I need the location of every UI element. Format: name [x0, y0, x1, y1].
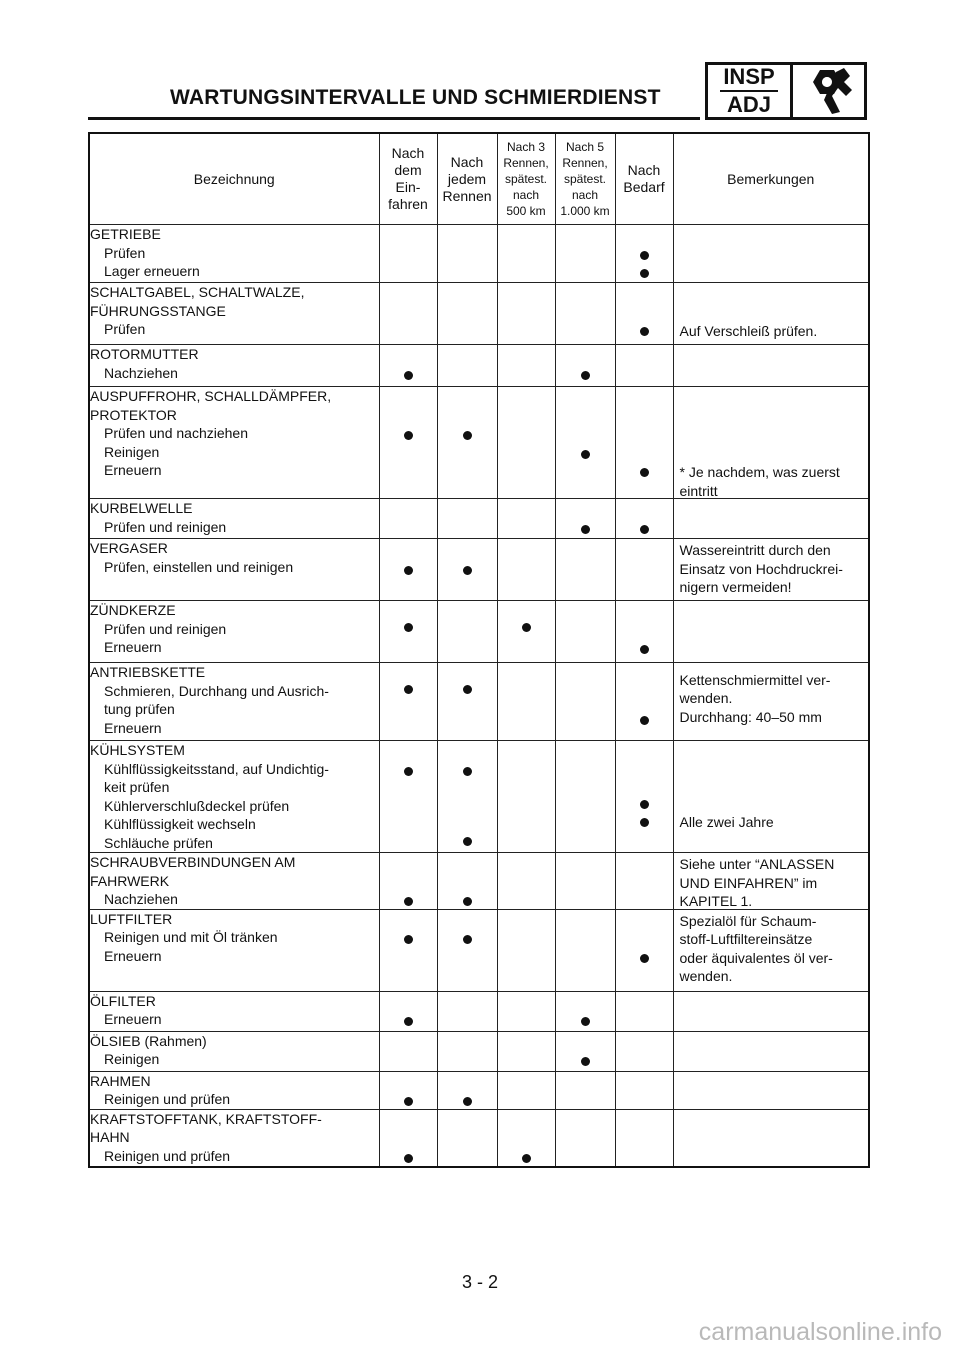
interval-cell: [379, 1071, 437, 1109]
interval-dot: [404, 935, 413, 944]
col-remarks: Bemerkungen: [673, 133, 869, 225]
interval-dot: [522, 623, 531, 632]
remark-line: Durchhang: 40–50 mm: [679, 708, 822, 725]
item-title: ANTRIEBSKETTE: [90, 664, 206, 680]
item-task: Kühlflüssigkeit wechseln: [104, 816, 256, 832]
item-task: Prüfen und reinigen: [104, 518, 227, 535]
table-row: [89, 499, 869, 539]
remark-line: * Je nachdem, was zuerst: [679, 464, 840, 480]
interval-cell: [555, 225, 615, 283]
item-task: Nachziehen: [104, 364, 178, 381]
interval-dot: [640, 645, 649, 654]
col-label-line: spätest.: [563, 172, 607, 186]
interval-cell: [555, 499, 615, 539]
item-title: ÖLSIEB (Rahmen): [90, 1032, 207, 1049]
interval-dot: [581, 450, 590, 459]
remark-line: Kettenschmiermittel ver-: [679, 671, 831, 688]
table-row: [89, 909, 869, 991]
interval-dot: [522, 1154, 531, 1163]
interval-dot: [404, 566, 413, 575]
item-task: Prüfen und nachziehen: [104, 425, 248, 441]
interval-cell: [379, 283, 437, 345]
interval-cell: [615, 909, 673, 991]
item-description: [89, 909, 379, 991]
badge-top-label: INSP: [723, 64, 775, 89]
interval-cell: [437, 991, 497, 1031]
interval-cell: [615, 387, 673, 499]
col-label-line: Rennen,: [503, 156, 549, 170]
interval-cell: [615, 499, 673, 539]
item-title: AUSPUFFROHR, SCHALLDÄMPFER,: [90, 388, 332, 404]
col-after-race: [437, 133, 497, 225]
interval-cell: [437, 225, 497, 283]
interval-cell: [437, 539, 497, 601]
col-label-line: Nach: [627, 162, 661, 178]
item-title: SCHALTGABEL, SCHALTWALZE,: [90, 284, 305, 300]
interval-cell: [615, 539, 673, 601]
interval-cell: [379, 345, 437, 387]
interval-cell: [615, 345, 673, 387]
item-title: ROTORMUTTER: [90, 346, 199, 362]
interval-cell: [437, 1109, 497, 1167]
item-description: [89, 539, 379, 601]
remark-cell: [673, 853, 869, 910]
item-description: [89, 853, 379, 910]
remark-cell: [673, 601, 869, 663]
item-task: Schmieren, Durchhang und Ausrich-: [104, 682, 329, 699]
interval-cell: [379, 741, 437, 853]
interval-cell: [615, 1031, 673, 1071]
remark-text: [680, 671, 865, 727]
remark-line: oder äquivalentes öl ver-: [679, 949, 833, 966]
item-description: [89, 741, 379, 853]
remark-line: stoff-Luftfiltereinsätze: [679, 931, 813, 947]
interval-dot: [640, 468, 649, 477]
interval-dot: [463, 566, 472, 575]
table-row: [89, 345, 869, 387]
remark-cell: [673, 909, 869, 991]
table-row: [89, 1109, 869, 1167]
item-description: [89, 1071, 379, 1109]
interval-dot: [404, 1017, 413, 1026]
interval-dot: [640, 327, 649, 336]
table-row: [89, 387, 869, 499]
interval-cell: [615, 283, 673, 345]
item-task: Erneuern: [104, 1011, 162, 1027]
remark-cell: [673, 283, 869, 345]
item-task: Reinigen: [104, 443, 160, 460]
item-task: Erneuern: [104, 462, 162, 478]
interval-dot: [640, 269, 649, 278]
interval-cell: [555, 663, 615, 741]
item-title: LUFTFILTER: [90, 910, 173, 927]
interval-cell: [497, 499, 555, 539]
remark-line: eintritt: [679, 482, 718, 499]
item-description: [89, 345, 379, 387]
interval-cell: [555, 909, 615, 991]
interval-dot: [404, 767, 413, 776]
interval-cell: [379, 1109, 437, 1167]
interval-cell: [497, 539, 555, 601]
table-row: [89, 283, 869, 345]
remark-line: UND EINFAHREN” im: [679, 874, 818, 891]
interval-cell: [497, 225, 555, 283]
remark-line: Siehe unter “ANLASSEN: [679, 856, 835, 872]
item-task: Prüfen: [104, 321, 146, 337]
col-label-line: Nach: [391, 145, 425, 161]
interval-cell: [379, 539, 437, 601]
badge-bottom-label: ADJ: [726, 92, 771, 117]
col-label-line: Rennen,: [562, 156, 608, 170]
title-underline: [88, 117, 700, 120]
interval-dot: [640, 800, 649, 809]
remark-line: Spezialöl für Schaum-: [679, 912, 817, 929]
interval-cell: [379, 225, 437, 283]
remark-line: wenden.: [679, 968, 733, 984]
col-label-line: Bedarf: [623, 179, 665, 195]
item-title: ZÜNDKERZE: [90, 602, 176, 618]
item-description: [89, 601, 379, 663]
item-task: Erneuern: [104, 719, 162, 736]
item-task: Reinigen und prüfen: [104, 1147, 231, 1164]
item-title: GETRIEBE: [90, 226, 161, 242]
table-row: [89, 601, 869, 663]
item-task: Prüfen und reinigen: [104, 620, 227, 637]
interval-cell: [497, 1109, 555, 1167]
table-row: [89, 741, 869, 853]
interval-dot: [640, 954, 649, 963]
col-label-line: spätest.: [504, 172, 548, 186]
remark-line: KAPITEL 1.: [679, 893, 753, 909]
col-label-line: Nach: [450, 153, 484, 170]
remark-text: [680, 912, 865, 986]
interval-cell: [497, 1071, 555, 1109]
item-task: Reinigen und mit Öl tränken: [104, 929, 278, 945]
interval-cell: [555, 1071, 615, 1109]
remark-cell: [673, 225, 869, 283]
interval-cell: [437, 345, 497, 387]
remark-cell: [673, 1031, 869, 1071]
interval-dot: [581, 1017, 590, 1026]
interval-dot: [581, 1057, 590, 1066]
item-task: Kühlerverschlußdeckel prüfen: [104, 797, 290, 814]
interval-cell: [615, 663, 673, 741]
item-title: FAHRWERK: [90, 872, 170, 889]
remark-line: Einsatz von Hochdruckrei-: [679, 560, 843, 577]
interval-cell: [437, 1031, 497, 1071]
interval-dot: [581, 371, 590, 380]
remark-cell: [673, 991, 869, 1031]
item-title: HAHN: [90, 1129, 130, 1145]
remark-line: Alle zwei Jahre: [679, 814, 774, 831]
remark-cell: [673, 1109, 869, 1167]
interval-dot: [581, 525, 590, 534]
remark-line: wenden.: [679, 690, 733, 707]
remark-text: [680, 855, 865, 911]
interval-dot: [404, 431, 413, 440]
item-task: Kühlflüssigkeitsstand, auf Undichtig-: [104, 760, 329, 777]
interval-dot: [463, 935, 472, 944]
item-title: PROTEKTOR: [90, 406, 177, 423]
item-task: Reinigen: [104, 1051, 160, 1067]
col-label-line: Nach 5: [565, 140, 605, 154]
item-description: [89, 225, 379, 283]
maintenance-schedule-table: [88, 132, 870, 1168]
interval-dot: [404, 897, 413, 906]
interval-cell: [497, 741, 555, 853]
table-row: [89, 225, 869, 283]
interval-cell: [379, 909, 437, 991]
interval-cell: [497, 387, 555, 499]
remark-cell: [673, 539, 869, 601]
remark-cell: [673, 345, 869, 387]
interval-dot: [463, 431, 472, 440]
item-title: KURBELWELLE: [90, 500, 193, 516]
col-after-5-races: [555, 133, 615, 225]
badge-text: [708, 65, 793, 117]
interval-cell: [379, 663, 437, 741]
interval-cell: [555, 741, 615, 853]
item-title: VERGASER: [90, 540, 168, 556]
interval-cell: [497, 991, 555, 1031]
interval-cell: [437, 853, 497, 910]
remark-line: nigern vermeiden!: [679, 579, 792, 595]
item-title: FÜHRUNGSSTANGE: [90, 302, 226, 319]
interval-cell: [379, 853, 437, 910]
interval-cell: [379, 387, 437, 499]
interval-cell: [555, 853, 615, 910]
interval-cell: [437, 601, 497, 663]
interval-cell: [437, 909, 497, 991]
item-description: [89, 387, 379, 499]
table-row: [89, 991, 869, 1031]
col-as-needed: [615, 133, 673, 225]
interval-dot: [463, 685, 472, 694]
interval-cell: [615, 991, 673, 1031]
interval-dot: [404, 685, 413, 694]
col-after-breakin: [379, 133, 437, 225]
item-task: Schläuche prüfen: [104, 834, 213, 851]
col-label-line: fahren: [388, 196, 428, 212]
remark-line: Auf Verschleiß prüfen.: [679, 323, 818, 339]
col-label-line: 1.000 km: [560, 204, 610, 218]
item-description: [89, 991, 379, 1031]
table-row: [89, 1071, 869, 1109]
item-title: ÖLFILTER: [90, 992, 156, 1009]
wrench-nut-icon: [793, 65, 864, 117]
interval-cell: [615, 225, 673, 283]
col-designation: Bezeichnung: [89, 133, 379, 225]
remark-cell: [673, 1071, 869, 1109]
interval-cell: [497, 853, 555, 910]
interval-cell: [615, 741, 673, 853]
watermark: carmanualsonline.info: [698, 1318, 942, 1346]
item-title: SCHRAUBVERBINDUNGEN AM: [90, 854, 296, 870]
interval-cell: [555, 387, 615, 499]
remark-cell: [673, 387, 869, 499]
col-label-line: Ein-: [395, 179, 421, 195]
interval-cell: [497, 909, 555, 991]
interval-dot: [640, 251, 649, 260]
table-row: [89, 853, 869, 910]
col-label-line: nach: [571, 188, 599, 202]
wrench-nut-icon-graphic: [800, 66, 858, 116]
item-description: [89, 499, 379, 539]
item-task: Prüfen: [104, 244, 146, 261]
interval-cell: [555, 1109, 615, 1167]
interval-cell: [379, 601, 437, 663]
col-label-line: jedem: [447, 170, 487, 187]
interval-cell: [497, 1031, 555, 1071]
interval-cell: [379, 991, 437, 1031]
interval-dot: [640, 818, 649, 827]
item-task: Reinigen und prüfen: [104, 1091, 231, 1107]
interval-dot: [640, 525, 649, 534]
remark-text: [680, 541, 865, 597]
interval-dot: [463, 897, 472, 906]
col-label-line: nach: [512, 188, 540, 202]
interval-cell: [615, 853, 673, 910]
interval-cell: [555, 345, 615, 387]
col-label-line: dem: [394, 162, 422, 178]
item-title: KRAFTSTOFFTANK, KRAFTSTOFF-: [90, 1110, 322, 1127]
interval-dot: [463, 1097, 472, 1106]
item-title: KÜHLSYSTEM: [90, 742, 185, 758]
interval-dot: [404, 1097, 413, 1106]
item-task: Erneuern: [104, 947, 162, 964]
interval-dot: [463, 767, 472, 776]
item-title: RAHMEN: [90, 1072, 151, 1089]
remark-line: Wassereintritt durch den: [679, 542, 831, 558]
interval-cell: [615, 601, 673, 663]
interval-dot: [640, 716, 649, 725]
interval-cell: [555, 1031, 615, 1071]
interval-cell: [497, 601, 555, 663]
item-task: Lager erneuern: [104, 263, 200, 279]
interval-dot: [404, 623, 413, 632]
interval-cell: [615, 1109, 673, 1167]
interval-cell: [379, 499, 437, 539]
insp-adj-badge: [705, 62, 867, 120]
table-row: [89, 539, 869, 601]
remark-cell: [673, 741, 869, 853]
interval-cell: [555, 283, 615, 345]
interval-cell: [497, 663, 555, 741]
col-after-3-races: [497, 133, 555, 225]
item-task: Erneuern: [104, 639, 162, 655]
item-description: [89, 283, 379, 345]
page-number: 3 - 2: [461, 1272, 499, 1292]
remark-text: [680, 463, 865, 500]
interval-cell: [497, 345, 555, 387]
interval-cell: [379, 1031, 437, 1071]
col-label-line: 500 km: [506, 204, 546, 218]
interval-dot: [463, 837, 472, 846]
item-task: Prüfen, einstellen und reinigen: [104, 558, 294, 575]
interval-cell: [437, 387, 497, 499]
item-description: [89, 663, 379, 741]
interval-cell: [437, 499, 497, 539]
table-row: [89, 1031, 869, 1071]
interval-cell: [437, 1071, 497, 1109]
interval-cell: [437, 283, 497, 345]
item-task: tung prüfen: [104, 701, 175, 717]
remark-text: [680, 813, 865, 832]
interval-cell: [555, 601, 615, 663]
interval-cell: [437, 741, 497, 853]
interval-cell: [555, 539, 615, 601]
interval-dot: [404, 371, 413, 380]
col-label-line: Nach 3: [506, 140, 546, 154]
remark-cell: [673, 499, 869, 539]
table-header-row: [89, 133, 869, 225]
remark-cell: [673, 663, 869, 741]
item-description: [89, 1031, 379, 1071]
item-task: keit prüfen: [104, 779, 170, 795]
interval-cell: [437, 663, 497, 741]
interval-cell: [615, 1071, 673, 1109]
page-title: WARTUNGSINTERVALLE UND SCHMIERDIENST: [170, 86, 661, 109]
item-task: Nachziehen: [104, 891, 178, 907]
col-label-line: Rennen: [442, 187, 492, 204]
interval-cell: [555, 991, 615, 1031]
remark-text: [680, 322, 865, 341]
interval-dot: [404, 1154, 413, 1163]
item-description: [89, 1109, 379, 1167]
table-row: [89, 663, 869, 741]
interval-cell: [497, 283, 555, 345]
